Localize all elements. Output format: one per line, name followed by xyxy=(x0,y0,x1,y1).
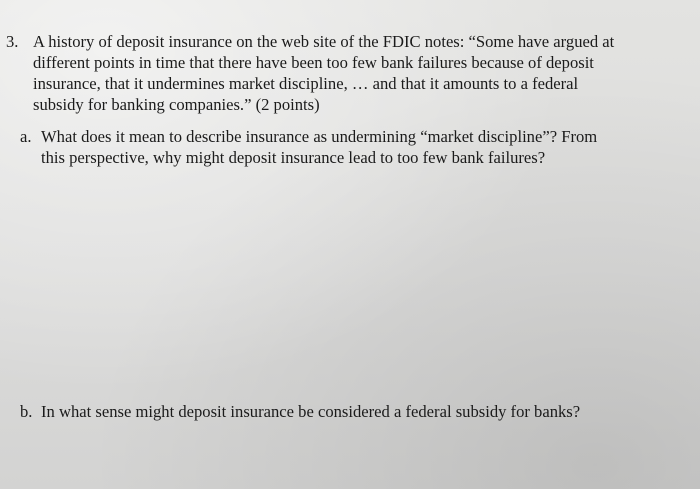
part-b-text: In what sense might deposit insurance be considered a federal subsidy for banks? xyxy=(41,402,581,421)
question-line: subsidy for banking companies.” (2 points) xyxy=(33,95,320,114)
question-number: 3. xyxy=(6,32,19,51)
part-b-label: b. xyxy=(20,402,33,421)
part-a-line: this perspective, why might deposit insurance lead to too few bank failures? xyxy=(41,148,546,167)
question-line: different points in time that there have been too few bank failures because of deposit xyxy=(33,53,594,72)
part-a-line: What does it mean to describe insurance as undermining “market discipline”? From xyxy=(41,127,598,146)
question-line: A history of deposit insurance on the web site of the FDIC notes: “Some have argued at xyxy=(33,32,615,51)
question-text xyxy=(33,31,700,115)
part-a-text xyxy=(41,126,597,168)
question-line: insurance, that it undermines market discipline, … and that it amounts to a federal xyxy=(33,74,579,93)
part-a-label: a. xyxy=(20,127,32,146)
